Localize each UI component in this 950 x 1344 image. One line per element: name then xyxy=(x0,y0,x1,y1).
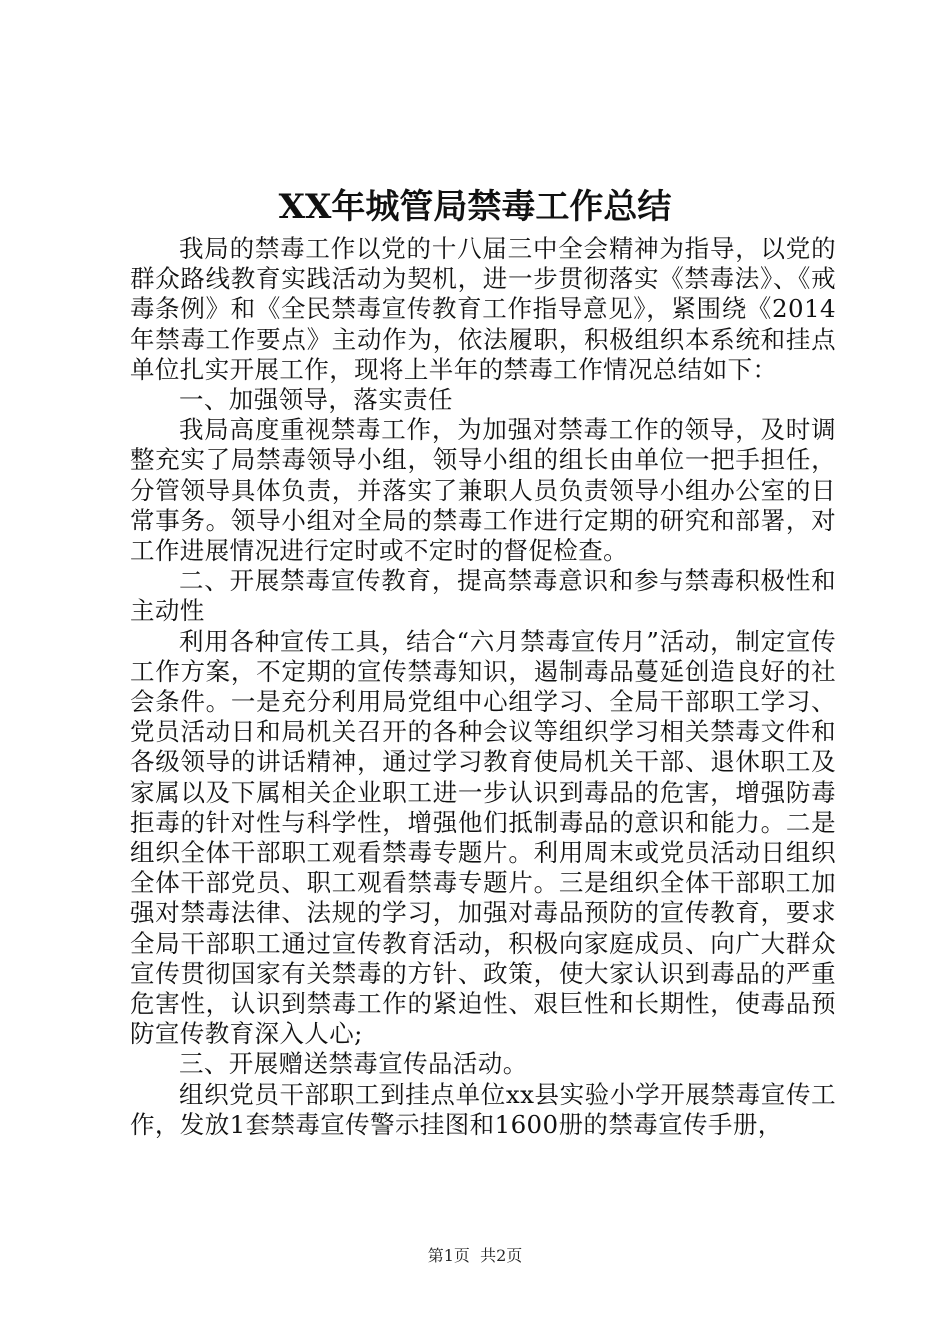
section-heading-3: 三、开展赠送禁毒宣传品活动。 xyxy=(179,1049,528,1079)
section-heading-1: 一、加强领导，落实责任 xyxy=(179,385,453,415)
document-title: XX年城管局禁毒工作总结 xyxy=(278,187,672,227)
paragraph-section-3: 组织党员干部职工到挂点单位xx县实验小学开展禁毒宣传工作，发放1套禁毒宣传警示挂图和1600册的禁毒宣传手册， xyxy=(130,1079,836,1139)
paragraph-section-2: 利用各种宣传工具，结合“六月禁毒宣传月”活动，制定宣传工作方案，不定期的宣传禁毒知识，遏制毒品蔓延创造良好的社会条件。一是充分利用局党组中心组学习、全局干部职工学习、党员活动日和局机关召开的各种会议等组织学习相关禁毒文件和各级领导的讲话精神，通过学习教育使局机关干部、退休职工及家属以及下属相关企业职工进一步认识到毒品的危害，增强防毒拒毒的针对性与科学性，增强他们抵制毒品的意识和能力。二是组织全体干部职工观看禁毒专题片。利用周末或党员活动日组织全体干部党员、职工观看禁毒专题片。三是组织全体干部职工加强对禁毒法律、法规的学习，加强对毒品预防的宣传教育，要求全局干部职工通过宣传教育活动，积极向家庭成员、向广大群众宣传贯彻国家有关禁毒的方针、政策，使大家认识到毒品的严重危害性，认识到禁毒工作的紧迫性、艰巨性和长期性，使毒品预防宣传教育深入人心; xyxy=(130,626,836,1049)
page-number-label: 第1页 共2页 xyxy=(427,1246,523,1265)
paragraph-section-1: 我局高度重视禁毒工作，为加强对禁毒工作的领导，及时调整充实了局禁毒领导小组，领导小组的组长由单位一把手担任，分管领导具体负责，并落实了兼职人员负责领导小组办公室的日常事务。领导小组对全局的禁毒工作进行定期的研究和部署，对工作进展情况进行定时或不定时的督促检查。 xyxy=(130,415,836,566)
document-body xyxy=(130,234,836,1140)
paragraph-intro: 我局的禁毒工作以党的十八届三中全会精神为指导，以党的群众路线教育实践活动为契机，进一步贯彻落实《禁毒法》、《戒毒条例》和《全民禁毒宣传教育工作指导意见》，紧围绕《2014年禁毒工作要点》主动作为，依法履职，积极组织本系统和挂点单位扎实开展工作，现将上半年的禁毒工作情况总结如下： xyxy=(130,234,836,384)
page-footer xyxy=(0,1245,950,1267)
section-heading-2: 二、开展禁毒宣传教育，提高禁毒意识和参与禁毒积极性和主动性 xyxy=(130,566,836,626)
